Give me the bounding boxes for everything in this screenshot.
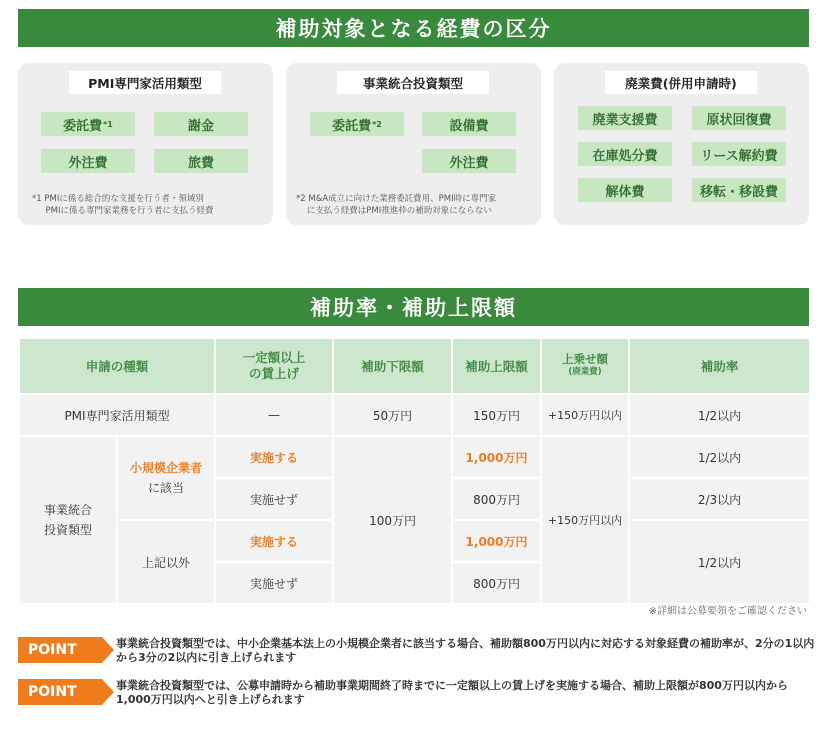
cell-type: PMI専門家活用類型 [19, 394, 215, 436]
table-row [19, 394, 810, 436]
chip-outsourcing-fee: 外注費 [422, 149, 516, 173]
cell-extra: +150万円以内 [541, 436, 629, 604]
cell-max: 150万円 [452, 394, 541, 436]
cell-wage: 実施せず [215, 562, 333, 604]
panel-pmi-expert [18, 63, 273, 225]
cell-wage: 実施する [215, 520, 333, 562]
section-title-subsidy-rates: 補助率・補助上限額 [18, 288, 809, 326]
header-wage: 一定額以上 の賃上げ [215, 338, 333, 394]
chip-outsourcing-fee: 外注費 [41, 149, 135, 173]
point-badge: POINT [18, 679, 102, 705]
chip-commission-fee: 委託費 *2 [310, 112, 404, 136]
cell-max: 800万円 [452, 478, 541, 520]
chip-honorarium: 謝金 [154, 112, 248, 136]
chip-equipment-fee: 設備費 [422, 112, 516, 136]
cell-other: 上記以外 [117, 520, 215, 604]
table-row [19, 436, 810, 478]
header-min: 補助下限額 [333, 338, 452, 394]
chip-inventory-disposal-fee: 在庫処分費 [578, 142, 672, 166]
cell-rate: 1/2以内 [629, 394, 810, 436]
cell-min: 50万円 [333, 394, 452, 436]
small-business-label: 小規模企業者 [130, 461, 203, 475]
chip-travel-fee: 旅費 [154, 149, 248, 173]
small-business-suffix: に該当 [148, 481, 185, 495]
cell-wage: 実施せず [215, 478, 333, 520]
point-text: 事業統合投資類型では、公募申請時から補助事業期間終了時までに一定額以上の賃上げを実施する場合、補助上限額が800万円以内から1,000万円以内へと引き上げられます [116, 679, 788, 706]
panel-title: 廃業費(併用申請時) [605, 71, 757, 94]
subsidy-rate-table [18, 337, 811, 605]
cell-rate: 2/3以内 [629, 478, 810, 520]
footnote-2: *2 M&A成立に向けた業務委託費用、PMI時に専門家 に支払う経費はPMI推進枠の補助対象にならない [296, 194, 497, 216]
cell-extra: +150万円以内 [541, 394, 629, 436]
table-header-row [19, 338, 810, 394]
chip-demolition-fee: 解体費 [578, 178, 672, 202]
cell-max: 800万円 [452, 562, 541, 604]
point-badge: POINT [18, 637, 102, 663]
chip-restoration-fee: 原状回復費 [692, 106, 786, 130]
cell-max: 1,000万円 [452, 436, 541, 478]
cell-rate: 1/2以内 [629, 520, 810, 604]
panel-integration-investment [286, 63, 541, 225]
chip-relocation-fee: 移転・移設費 [692, 178, 786, 202]
panel-title: 事業統合投資類型 [337, 71, 489, 94]
header-rate: 補助率 [629, 338, 810, 394]
cell-type-integration: 事業統合 投資類型 [19, 436, 117, 604]
panel-closure-costs [554, 63, 809, 225]
point-text: 事業統合投資類型では、中小企業基本法上の小規模企業者に該当する場合、補助額800万円以内に対応する対象経費の補助率が、2分の1以内から3分の2以内に引き上げられます [116, 637, 815, 664]
cell-min: 100万円 [333, 436, 452, 604]
cell-max: 1,000万円 [452, 520, 541, 562]
cell-wage: 実施する [215, 436, 333, 478]
section-title-expenses: 補助対象となる経費の区分 [18, 9, 809, 47]
detail-footnote: ※詳細は公募要領をご確認ください [648, 606, 807, 617]
cell-wage: — [215, 394, 333, 436]
chip-lease-cancellation-fee: リース解約費 [692, 142, 786, 166]
cell-rate: 1/2以内 [629, 436, 810, 478]
header-type: 申請の種類 [19, 338, 215, 394]
chip-closure-support-fee: 廃業支援費 [578, 106, 672, 130]
footnote-1: *1 PMIに係る総合的な支援を行う者・領域別 PMIに係る専門家業務を行う者に支払う経費 [32, 194, 214, 216]
panel-title: PMI専門家活用類型 [69, 71, 221, 94]
chip-commission-fee: 委託費 *1 [41, 112, 135, 136]
header-max: 補助上限額 [452, 338, 541, 394]
header-extra: 上乗せ額 (廃業費) [541, 338, 629, 394]
cell-small-business [117, 436, 215, 520]
